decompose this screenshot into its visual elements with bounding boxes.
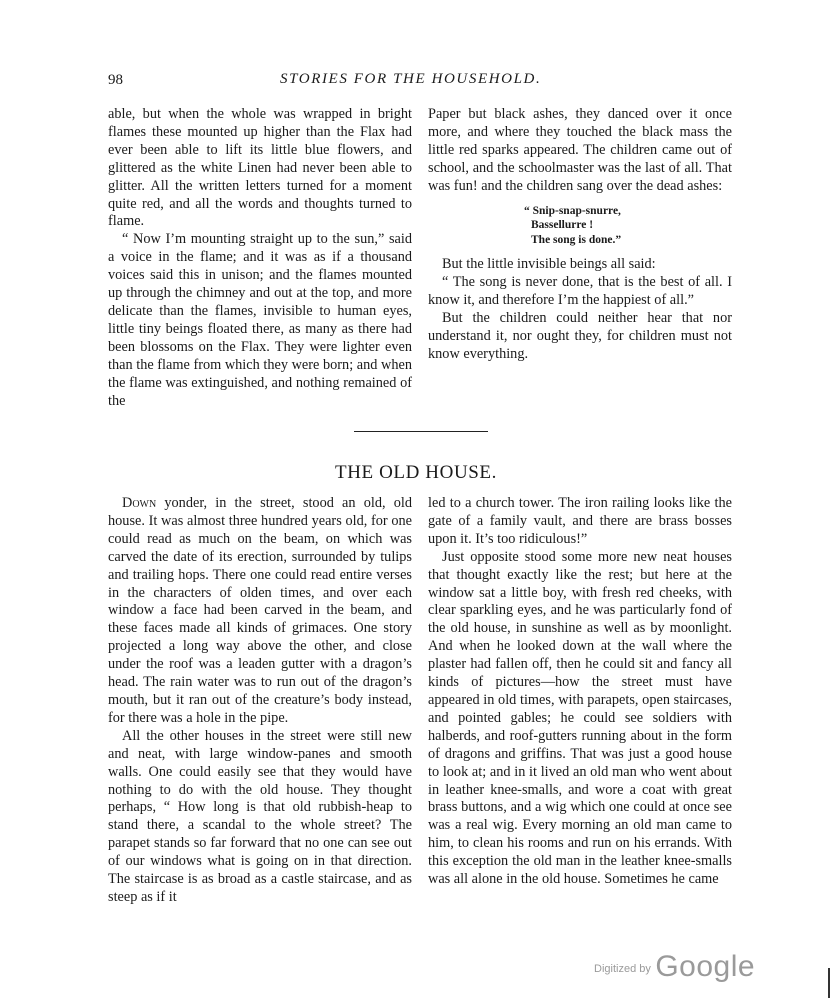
digitized-by-label: Digitized by <box>594 963 651 975</box>
paragraph: Paper but black ashes, they danced over it once more, and where they touched the black mass the little red sparks appeared. The children came out of school, and the schoolmaster was the last of all. That was fun! and the children sang over the dead ashes: <box>428 106 732 194</box>
verse-line: Bassellurre ! <box>531 219 594 232</box>
paragraph: “ Now I’m mounting straight up to the sun,” said a voice in the flame; and it was as if a thousand voices said this in unison; and the flames mounted up through the chimney and out at the top, and more delicate than the flames, invisible to human eyes, little tiny beings floated there, as many as there had been blossoms on the Flax. They were lighter even than the flame from which they were born; and when the flame was extinguished, and nothing remained of the <box>108 231 412 409</box>
paragraph: But the little invisible beings all said: <box>442 256 656 273</box>
paragraph: All the other houses in the street were still new and neat, with large window-panes and smooth walls. One could easily see that they would have nothing to do with the old house. They thought perhaps, “ How long is that old rubbish-heap to stand there, a scandal to the whole street? The parapet stands so far forward that no one can see out of our windows what is going on in that direction. The staircase is as broad as a castle staircase, and as steep as if it <box>108 727 412 905</box>
verse-line: “ Snip-snap-snurre, <box>524 204 621 217</box>
verse-line: The song is done.” <box>531 233 622 246</box>
verse-block <box>524 204 732 248</box>
story-left-column <box>108 495 412 907</box>
page-number: 98 <box>108 72 123 88</box>
story-right-column <box>428 495 732 889</box>
paragraph: Just opposite stood some more new neat houses that thought exactly like the rest; but here at the window sat a little boy, with fresh red cheeks, with clear sparkling eyes, and he was particularly fond of the old house, in sunshine as well as by moonlight. And when he looked down at the wall where the plaster had fallen off, then he could sit and fancy all kinds of pictures—how the street must have appeared in old times, with parapets, open staircases, and pointed gables; he could see soldiers with halberds, and roof-gutters running about in the form of dragons and griffins. That was just a good house to look at; and in it lived an old man who went about in leather knee-smalls, and wore a coat with great brass buttons, and a wig which one could at once see was a real wig. Every morning an old man came to him, to clean his rooms and run on his errands. With this exception the old man in the leather knee-smalls was all alone in the old house. Sometimes he came <box>428 548 732 888</box>
top-left-column <box>108 106 412 410</box>
paragraph: able, but when the whole was wrapped in bright flames these mounted up higher than the Flax had ever been able to lift its little blue flowers, and glittered as the white Linen had never been able to glitter. All the written letters turned for a moment quite red, and all the words and thoughts turned to flame. <box>108 106 412 230</box>
google-logo: Google <box>655 950 756 983</box>
paragraph <box>108 495 412 728</box>
top-right-column <box>428 106 732 363</box>
section-divider <box>354 431 488 432</box>
paragraph: “ The song is never done, that is the best of all. I know it, and therefore I’m the happiest of all.” <box>428 273 732 308</box>
paragraph: led to a church tower. The iron railing looks like the gate of a family vault, and there are brass bosses upon it. It’s too ridiculous!” <box>428 495 732 547</box>
paragraph: But the children could neither hear that nor understand it, nor ought they, for children must not know everything. <box>428 309 732 362</box>
drop-word: Down <box>122 495 157 511</box>
paragraph-text: yonder, in the street, stood an old, old house. It was almost three hundred years old, for one could read as much on the beam, on which was carved the date of its erection, surrounded by tulips and trailing hops. There one could read entire verses in the characters of olden times, and over each window a face had been carved in the beam, and these faces made all kinds of grimaces. One story projected a long way above the other, and close under the roof was a leaden gutter with a dragon’s head. The rain water was to run out of the dragon’s mouth, but it ran out of the creature’s body instead, for there was a hole in the pipe. <box>108 495 412 726</box>
digitized-by-google-watermark <box>594 950 755 984</box>
running-head: STORIES FOR THE HOUSEHOLD. <box>280 71 542 87</box>
story-title: THE OLD HOUSE. <box>335 462 497 483</box>
page-edge-mark <box>828 968 830 998</box>
